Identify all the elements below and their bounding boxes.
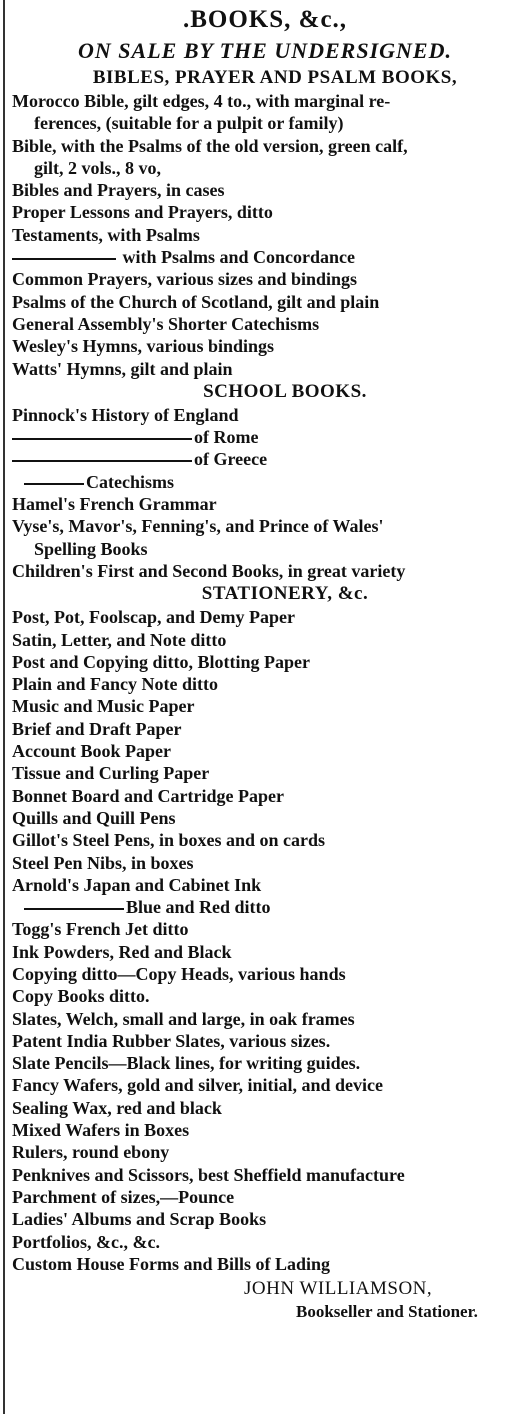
list-item: Brief and Draft Paper bbox=[12, 718, 182, 739]
list-item-text: Blue and Red ditto bbox=[126, 897, 271, 918]
page-title: .BOOKS, &c., bbox=[182, 6, 348, 33]
list-item bbox=[12, 896, 518, 918]
ditto-dash bbox=[12, 258, 116, 260]
ditto-dash bbox=[24, 908, 124, 910]
list-item: gilt, 2 vols., 8 vo, bbox=[34, 157, 162, 178]
list-item: Quills and Quill Pens bbox=[12, 807, 176, 828]
list-item: Psalms of the Church of Scotland, gilt and plain bbox=[12, 291, 380, 312]
bibles-list bbox=[12, 90, 518, 380]
list-item: Ink Powders, Red and Black bbox=[12, 941, 232, 962]
list-item-text: of Greece bbox=[194, 449, 268, 470]
column-rule bbox=[3, 0, 5, 1414]
list-item: Custom House Forms and Bills of Lading bbox=[12, 1253, 331, 1274]
list-item: Copy Books ditto. bbox=[12, 986, 150, 1007]
list-item: Plain and Fancy Note ditto bbox=[12, 674, 219, 695]
list-item: Penknives and Scissors, best Sheffield manufacture bbox=[12, 1164, 405, 1185]
list-item: Testaments, with Psalms bbox=[12, 224, 200, 245]
signature-name: JOHN WILLIAMSON, bbox=[244, 1278, 433, 1300]
signature-title: Bookseller and Stationer. bbox=[296, 1302, 478, 1322]
section-heading-bibles: BIBLES, PRAYER AND PSALM BOOKS, bbox=[92, 67, 458, 88]
list-item: Arnold's Japan and Cabinet Ink bbox=[12, 874, 262, 895]
list-item-text: of Rome bbox=[194, 427, 259, 448]
list-item-text: Catechisms bbox=[86, 471, 174, 492]
stationery-list bbox=[12, 606, 518, 1275]
list-item: Slates, Welch, small and large, in oak frames bbox=[12, 1008, 355, 1029]
list-item: Vyse's, Mavor's, Fenning's, and Prince of Wales' bbox=[12, 516, 384, 537]
list-item: Parchment of sizes,—Pounce bbox=[12, 1186, 235, 1207]
list-item: Children's First and Second Books, in great variety bbox=[12, 560, 406, 581]
list-item: Mixed Wafers in Boxes bbox=[12, 1120, 190, 1141]
list-item bbox=[12, 471, 518, 493]
list-item: General Assembly's Shorter Catechisms bbox=[12, 313, 320, 334]
section-heading-stationery: STATIONERY, &c. bbox=[201, 583, 369, 605]
list-item: Common Prayers, various sizes and bindings bbox=[12, 269, 358, 290]
list-item: Gillot's Steel Pens, in boxes and on cards bbox=[12, 830, 326, 851]
list-item: Satin, Letter, and Note ditto bbox=[12, 629, 227, 650]
list-item: Morocco Bible, gilt edges, 4 to., with marginal re- bbox=[12, 91, 391, 111]
list-item: Account Book Paper bbox=[12, 741, 171, 762]
list-item: Wesley's Hymns, various bindings bbox=[12, 336, 275, 357]
section-heading-school-books: SCHOOL BOOKS. bbox=[203, 380, 367, 402]
ditto-dash bbox=[24, 483, 84, 485]
list-item: Ladies' Albums and Scrap Books bbox=[12, 1209, 267, 1230]
list-item: Patent India Rubber Slates, various sizes. bbox=[12, 1030, 331, 1051]
list-item: Portfolios, &c., &c. bbox=[12, 1231, 160, 1252]
list-item: Post and Copying ditto, Blotting Paper bbox=[12, 651, 311, 672]
list-item: Music and Music Paper bbox=[12, 696, 195, 717]
list-item-text: with Psalms and Concordance bbox=[122, 247, 356, 268]
list-item: Copying ditto—Copy Heads, various hands bbox=[12, 963, 346, 984]
list-item: Pinnock's History of England bbox=[12, 404, 239, 425]
ditto-dash bbox=[12, 460, 192, 462]
list-item: Proper Lessons and Prayers, ditto bbox=[12, 202, 273, 223]
list-item: ferences, (suitable for a pulpit or family) bbox=[34, 113, 344, 134]
list-item: Bonnet Board and Cartridge Paper bbox=[12, 785, 284, 806]
list-item: Togg's French Jet ditto bbox=[12, 919, 189, 940]
school-books-list bbox=[12, 404, 518, 582]
list-item: Sealing Wax, red and black bbox=[12, 1097, 222, 1118]
list-item: Watts' Hymns, gilt and plain bbox=[12, 358, 233, 379]
list-item: Tissue and Curling Paper bbox=[12, 763, 210, 784]
ditto-dash bbox=[12, 438, 192, 440]
list-item bbox=[12, 246, 518, 268]
list-item bbox=[12, 448, 518, 470]
list-item: Fancy Wafers, gold and silver, initial, and device bbox=[12, 1075, 384, 1096]
page-subtitle: ON SALE BY THE UNDERSIGNED. bbox=[78, 38, 452, 63]
list-item: Hamel's French Grammar bbox=[12, 494, 217, 515]
list-item: Post, Pot, Foolscap, and Demy Paper bbox=[12, 607, 295, 628]
list-item: Spelling Books bbox=[34, 538, 148, 559]
list-item bbox=[12, 426, 518, 448]
list-item: Bibles and Prayers, in cases bbox=[12, 180, 225, 201]
list-item: Rulers, round ebony bbox=[12, 1142, 170, 1163]
list-item: Steel Pen Nibs, in boxes bbox=[12, 852, 194, 873]
list-item: Bible, with the Psalms of the old version, green calf, bbox=[12, 135, 408, 156]
list-item: Slate Pencils—Black lines, for writing guides. bbox=[12, 1053, 361, 1074]
